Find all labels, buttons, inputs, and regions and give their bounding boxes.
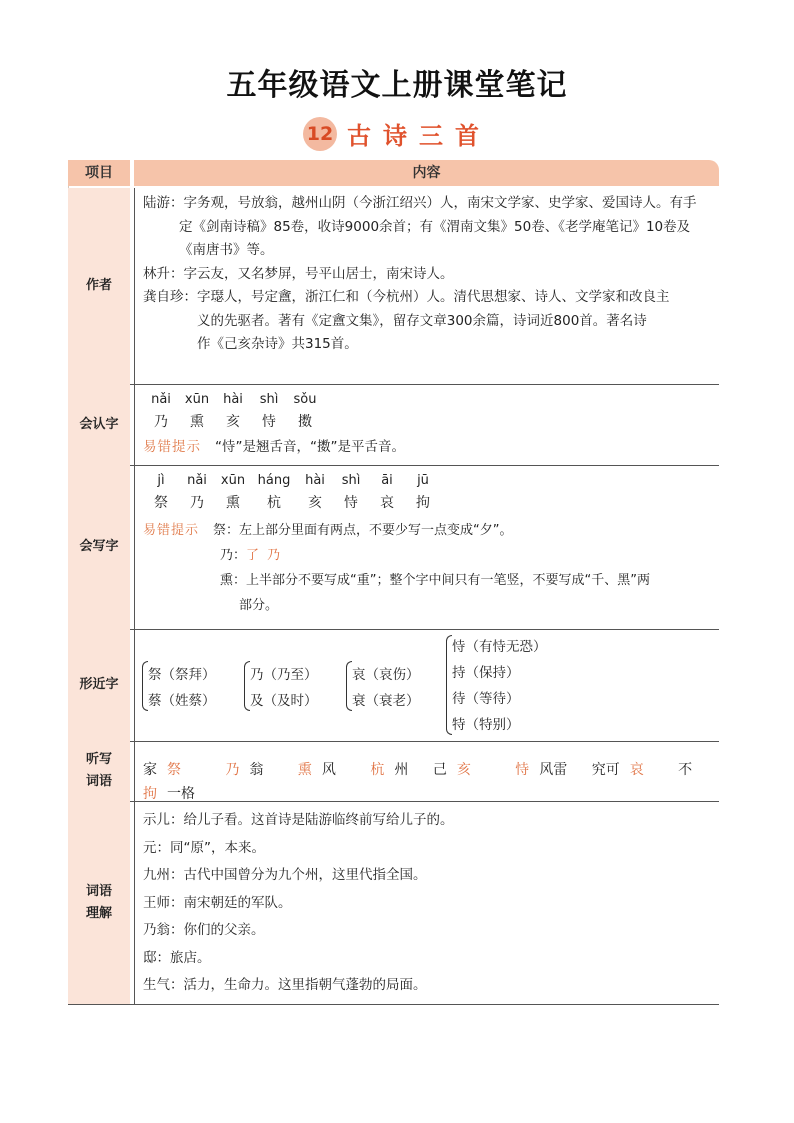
tip-text: “恃”是翘舌音，“擞”是平舌音。 bbox=[215, 439, 405, 455]
vocab-line: 生气：活力，生命力。这里指朝气蓬勃的局面。 bbox=[143, 977, 427, 993]
author-line: 陆游：字务观，号放翁，越州山阴（今浙江绍兴）人，南宋文学家、史学家、爱国诗人。有手 bbox=[143, 195, 697, 211]
character: 恃 bbox=[262, 414, 276, 430]
vocab-line: 邸：旅店。 bbox=[143, 949, 211, 966]
vocab-line: 九州：古代中国曾分为九个州，这里代指全国。 bbox=[143, 867, 427, 883]
row-label-recognize: 会认字 bbox=[68, 384, 130, 465]
row-recognize bbox=[68, 384, 719, 466]
tip-label: 易错提示 bbox=[143, 523, 200, 538]
dictation-word: 乃 翁 bbox=[225, 762, 264, 778]
row-label-dictation: 听写 词语 bbox=[68, 741, 130, 801]
character: 熏 bbox=[226, 495, 240, 511]
tip-label: 易错提示 bbox=[143, 439, 201, 455]
pinyin: shì bbox=[341, 473, 361, 488]
pinyin: jū bbox=[417, 473, 429, 488]
character: 拘 bbox=[416, 495, 430, 511]
row-label-author: 作者 bbox=[68, 188, 130, 384]
character: 乃 bbox=[154, 414, 168, 430]
pinyin: háng bbox=[257, 473, 291, 488]
pinyin: hài bbox=[223, 392, 243, 407]
pinyin: nǎi bbox=[187, 473, 207, 488]
pinyin: nǎi bbox=[151, 392, 171, 407]
author-content bbox=[143, 192, 715, 357]
similar-word: 哀（哀伤） bbox=[352, 667, 420, 683]
vocab-line: 元：同“原”，本来。 bbox=[143, 839, 265, 856]
tip-ji: 祭：左上部分里面有两点，不要少写一点变成“夕”。 bbox=[213, 523, 513, 538]
character: 亥 bbox=[226, 414, 240, 430]
recognize-char-list bbox=[143, 411, 715, 433]
similar-word: 恃（有恃无恐） bbox=[452, 639, 547, 655]
tip-xun: 熏：上半部分不要写成“重”；整个字中间只有一笔竖，不要写成“千、黑”两 bbox=[220, 573, 650, 588]
write-char-list bbox=[143, 492, 715, 514]
author-line: 林升：字云友，又名梦屏，号平山居士，南宋诗人。 bbox=[143, 265, 454, 282]
author-line: 义的先驱者。著有《定盦文集》，留存文章300余篇，诗词近800首。著名诗 bbox=[197, 312, 647, 329]
character: 乃 bbox=[190, 495, 204, 511]
pinyin: xūn bbox=[220, 473, 246, 488]
row-dictation bbox=[68, 741, 719, 802]
header-content: 内容 bbox=[134, 160, 719, 186]
dictation-word: 杭 州 bbox=[370, 762, 409, 778]
pinyin: sǒu bbox=[293, 392, 317, 407]
author-line: 《南唐书》等。 bbox=[179, 242, 274, 258]
character: 祭 bbox=[154, 495, 168, 511]
similar-word: 及（及时） bbox=[250, 693, 318, 709]
correct-form: 乃 bbox=[267, 548, 281, 563]
header-item: 项目 bbox=[68, 160, 130, 186]
author-line: 定《剑南诗稿》85卷，收诗9000余首；有《渭南文集》50卷、《老学庵笔记》10卷及 bbox=[179, 218, 691, 235]
dictation-word: 恃 风雷 bbox=[515, 762, 568, 778]
pinyin: jì bbox=[157, 473, 165, 488]
dictation-word: 己 亥 bbox=[432, 762, 471, 778]
pinyin: āi bbox=[381, 473, 393, 488]
recognize-content bbox=[143, 389, 715, 458]
author-line: 龚自珍：字璱人，号定盦，浙江仁和（今杭州）人。清代思想家、诗人、文学家和改良主 bbox=[143, 289, 670, 305]
tip-nai: 乃：了 乃 bbox=[220, 548, 281, 563]
row-label-vocab: 词语 理解 bbox=[68, 801, 130, 1004]
character: 杭 bbox=[267, 495, 281, 511]
row-author bbox=[68, 188, 719, 385]
write-pinyin-list bbox=[143, 470, 715, 492]
row-write bbox=[68, 465, 719, 630]
recognize-pinyin-list bbox=[143, 389, 715, 411]
vocab-line: 乃翁：你们的父亲。 bbox=[143, 922, 265, 938]
lesson-number-badge: 12 bbox=[303, 117, 337, 151]
character: 哀 bbox=[380, 495, 394, 511]
recognize-tip bbox=[143, 436, 715, 458]
row-vocab bbox=[68, 801, 719, 1005]
dictation-word: 熏 风 bbox=[297, 762, 336, 778]
dictation-words bbox=[143, 759, 715, 806]
dictation-word: 家 祭 bbox=[143, 762, 181, 778]
vocab-line: 示儿：给儿子看。这首诗是陆游临终前写给儿子的。 bbox=[143, 812, 454, 828]
similar-word: 特（特别） bbox=[452, 717, 520, 733]
vocab-content bbox=[143, 807, 715, 1000]
lesson-name: 古诗三首 bbox=[347, 122, 491, 150]
similar-word: 待（等待） bbox=[452, 691, 520, 707]
write-content bbox=[143, 470, 715, 618]
author-line: 作《己亥杂诗》共315首。 bbox=[197, 336, 358, 352]
similar-word: 祭（祭拜） bbox=[148, 667, 216, 683]
pinyin: xūn bbox=[184, 392, 210, 407]
lesson-heading bbox=[0, 116, 794, 152]
character: 擞 bbox=[298, 414, 312, 430]
wrong-form: 了 bbox=[246, 548, 260, 563]
page-title: 五年级语文上册课堂笔记 bbox=[226, 68, 568, 103]
vocab-line: 王师：南宋朝廷的军队。 bbox=[143, 894, 292, 911]
row-similar bbox=[68, 629, 719, 742]
row-label-similar: 形近字 bbox=[68, 629, 130, 741]
write-tips bbox=[143, 518, 715, 618]
pinyin: shì bbox=[259, 392, 279, 407]
tip-xun-cont: 部分。 bbox=[239, 598, 279, 613]
similar-word: 蔡（姓蔡） bbox=[148, 693, 216, 709]
dictation-word: 究可 哀 bbox=[591, 762, 644, 778]
character: 熏 bbox=[190, 414, 204, 430]
similar-word: 乃（乃至） bbox=[250, 667, 318, 683]
similar-word: 持（保持） bbox=[452, 665, 520, 681]
similar-word: 衰（衰老） bbox=[352, 693, 420, 709]
dictation-word: 不拘 一格 bbox=[143, 762, 693, 802]
row-label-write: 会写字 bbox=[68, 465, 130, 629]
pinyin: hài bbox=[305, 473, 325, 488]
table-header bbox=[68, 160, 719, 186]
character: 恃 bbox=[344, 495, 358, 511]
character: 亥 bbox=[308, 495, 322, 511]
